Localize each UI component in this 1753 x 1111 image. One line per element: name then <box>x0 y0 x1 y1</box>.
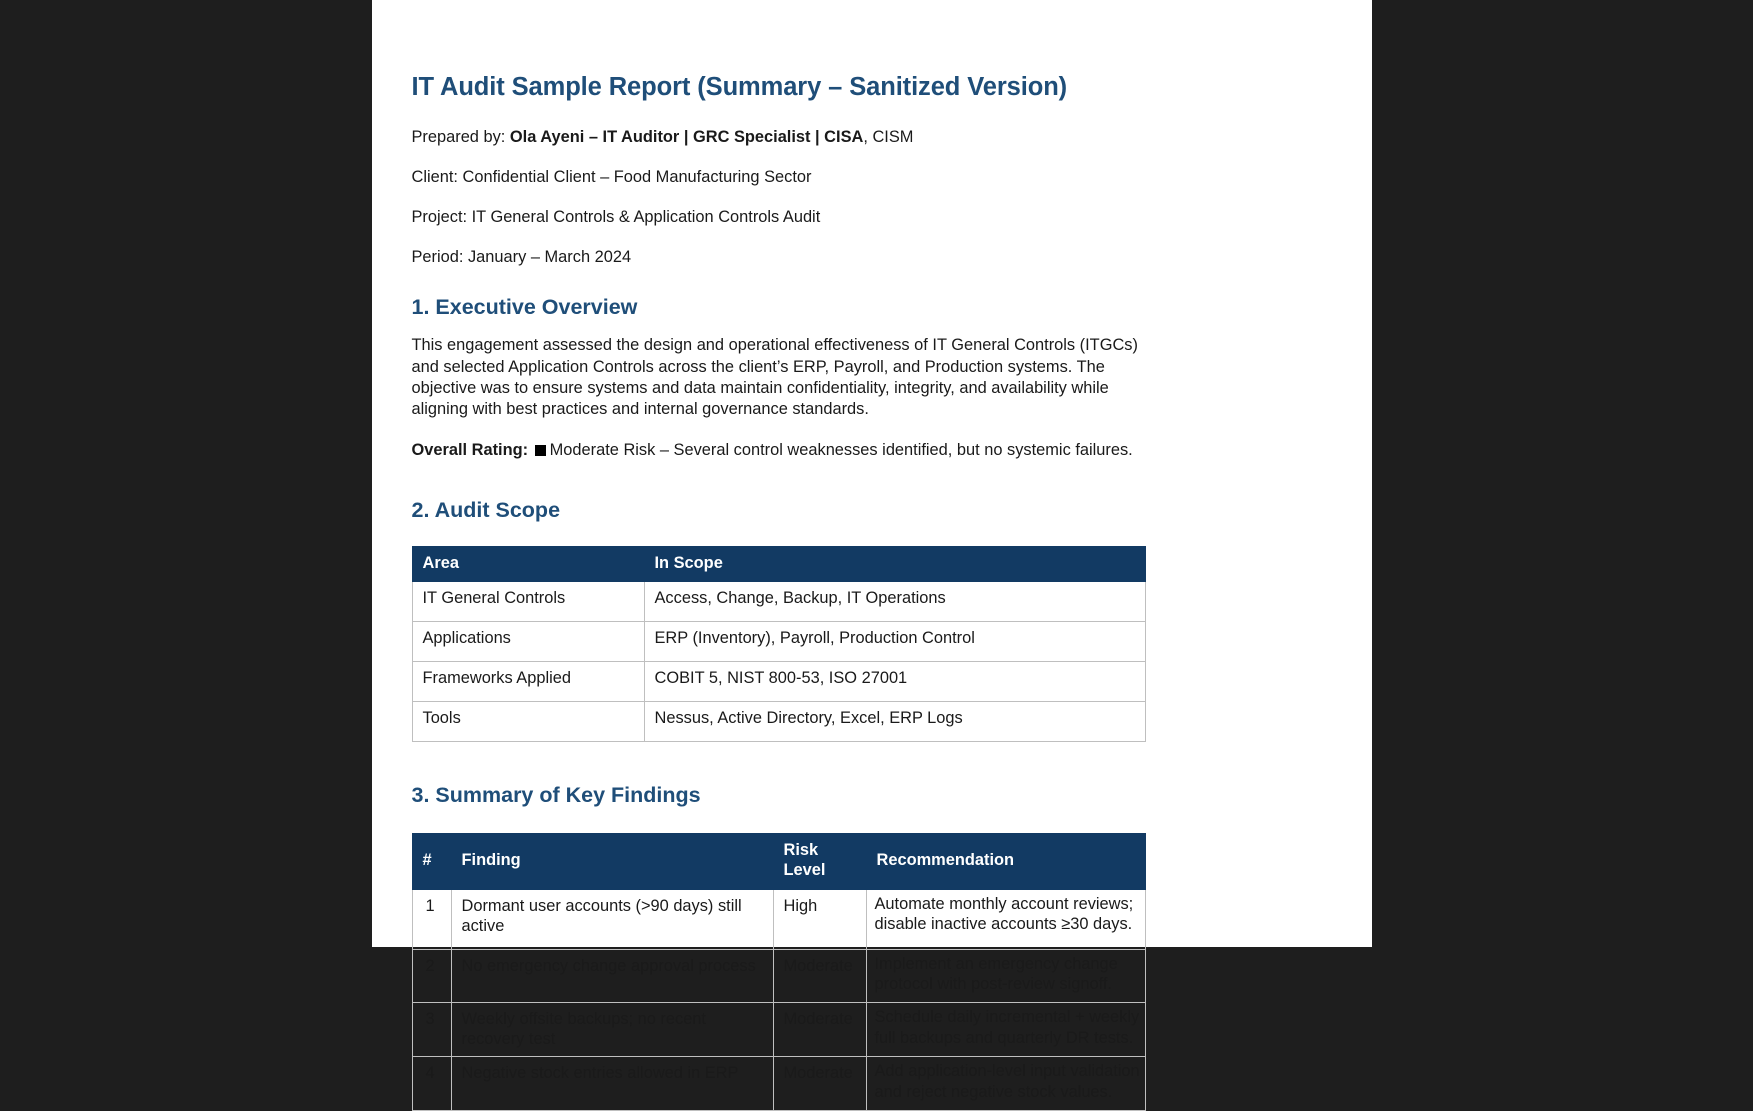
document-page <box>372 0 1372 1102</box>
cell-in-scope: ERP (Inventory), Payroll, Production Control <box>644 622 1145 662</box>
prepared-by-suffix: , CISM <box>863 127 914 146</box>
cell-area: IT General Controls <box>412 582 644 622</box>
column-header-risk-level: Risk Level <box>773 834 866 889</box>
column-header-in-scope: In Scope <box>644 546 1145 582</box>
cell-recommendation: Add application-level input validation and reject negative stock values. <box>866 1057 1145 1111</box>
executive-overview-paragraph: This engagement assessed the design and operational effectiveness of IT General Controls (ITGCs) and selected Application Controls across the client’s ERP, Payroll, and Production systems. The objective was to ensure systems and data maintain confidentiality, integrity, and availability while aligning with best practices and internal governance standards. <box>411 336 1138 419</box>
cell-risk-level: Moderate <box>773 1057 866 1111</box>
period-line: Period: January – March 2024 <box>411 248 632 267</box>
cell-finding: Weekly offsite backups; no recent recovery test <box>451 1003 773 1057</box>
cell-area: Tools <box>412 702 644 742</box>
cell-recommendation: Automate monthly account reviews; disable inactive accounts ≥30 days. <box>866 889 1145 949</box>
prepared-by-value: Ola Ayeni – IT Auditor | GRC Specialist | CISA <box>509 127 864 146</box>
cell-risk-level: Moderate <box>773 1003 866 1057</box>
table-header-row <box>412 834 1145 889</box>
table-row <box>412 1003 1145 1057</box>
overall-rating-value: Moderate Risk – Several control weaknesses identified, but no systemic failures. <box>549 440 1133 459</box>
table-row <box>412 889 1145 949</box>
audit-scope-table <box>412 546 1146 743</box>
column-header-recommendation: Recommendation <box>866 834 1145 889</box>
table-row <box>412 1057 1145 1111</box>
table-row <box>412 662 1145 702</box>
column-header-finding: Finding <box>451 834 773 889</box>
heading-audit-scope: 2. Audit Scope <box>411 497 561 522</box>
overall-rating-label: Overall Rating: <box>411 440 529 459</box>
overall-rating-line <box>412 439 1330 461</box>
key-findings-table <box>412 833 1146 1111</box>
black-square-icon <box>535 445 546 456</box>
table-row <box>412 622 1145 662</box>
table-row <box>412 702 1145 742</box>
cell-finding: Dormant user accounts (>90 days) still active <box>451 889 773 949</box>
column-header-area: Area <box>412 546 644 582</box>
cell-area: Applications <box>412 622 644 662</box>
heading-executive-overview: 1. Executive Overview <box>411 295 638 320</box>
cell-in-scope: COBIT 5, NIST 800-53, ISO 27001 <box>644 662 1145 702</box>
cell-risk-level: High <box>773 889 866 949</box>
cell-number: 1 <box>412 889 451 949</box>
cell-recommendation: Schedule daily incremental + weekly full backups and quarterly DR tests. <box>866 1003 1145 1057</box>
table-header-row <box>412 546 1145 582</box>
cell-area: Frameworks Applied <box>412 662 644 702</box>
cell-recommendation: Implement an emergency change protocol with post-review signoff. <box>866 949 1145 1003</box>
cell-risk-level: Moderate <box>773 949 866 1003</box>
prepared-by-line <box>412 126 1330 148</box>
cell-number: 3 <box>412 1003 451 1057</box>
table-row <box>412 949 1145 1003</box>
table-row <box>412 582 1145 622</box>
cell-in-scope: Nessus, Active Directory, Excel, ERP Logs <box>644 702 1145 742</box>
project-line: Project: IT General Controls & Application Controls Audit <box>411 208 821 227</box>
cell-finding: Negative stock entries allowed in ERP <box>451 1057 773 1111</box>
heading-key-findings: 3. Summary of Key Findings <box>411 783 701 808</box>
client-line: Client: Confidential Client – Food Manufacturing Sector <box>411 168 812 187</box>
cell-finding: No emergency change approval process <box>451 949 773 1003</box>
page-title: IT Audit Sample Report (Summary – Sanitized Version) <box>411 73 1068 101</box>
cell-in-scope: Access, Change, Backup, IT Operations <box>644 582 1145 622</box>
prepared-by-label: Prepared by: <box>411 127 510 146</box>
column-header-number: # <box>412 834 451 889</box>
cell-number: 4 <box>412 1057 451 1111</box>
cell-number: 2 <box>412 949 451 1003</box>
